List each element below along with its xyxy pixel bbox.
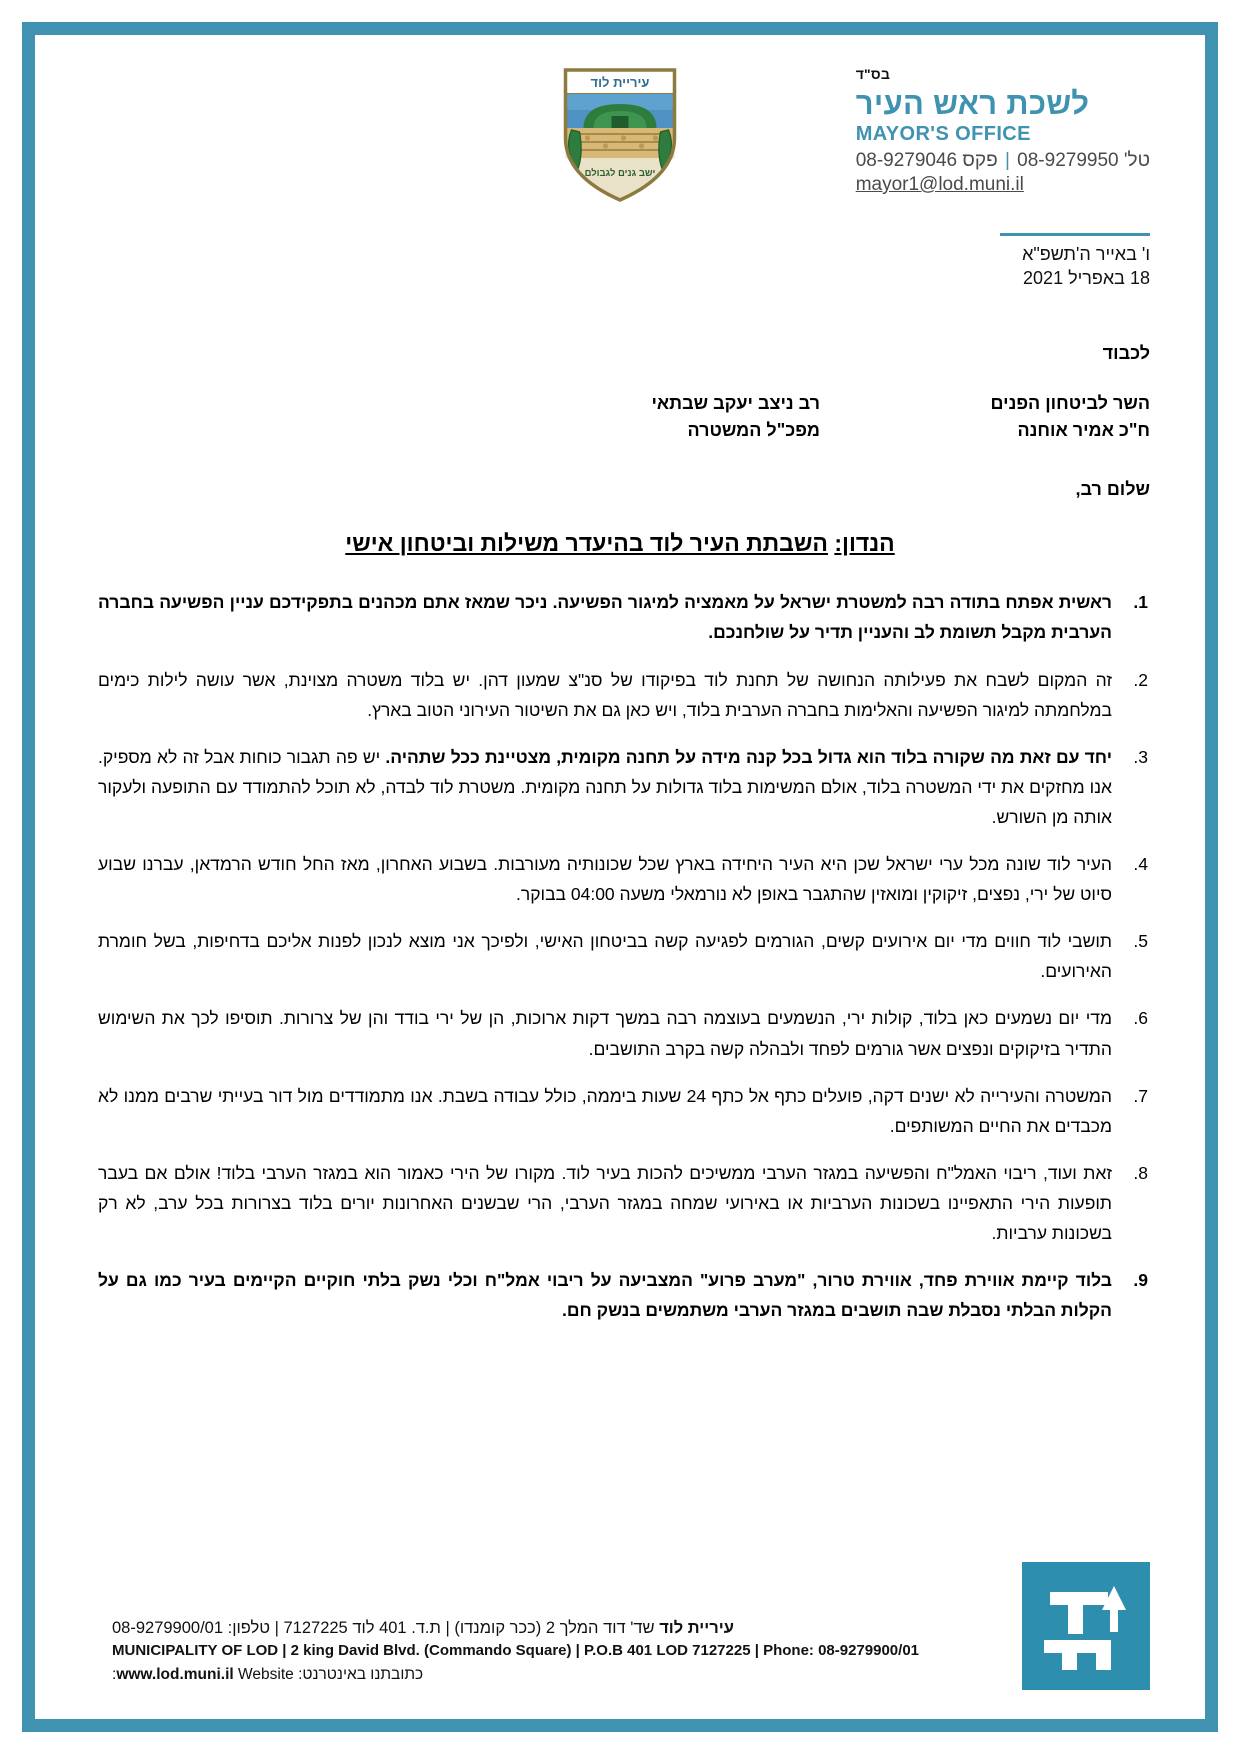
paragraph-2: זה המקום לשבח את פעילותה הנחושה של תחנת לוד בפיקודו של סנ"צ שמעון דהן. יש בלוד משטרה מצוינת, אשר עושה לילות כימים במלחמתה למיגור הפשיעה והאלימות בחברה הערבית בלוד, ויש כאן גם את השיטור העירוני הטוב בארץ. — [98, 669, 1112, 720]
bsd-label: בס"ד — [855, 66, 891, 82]
date-gregorian: 18 באפריל 2021 — [1023, 268, 1150, 289]
lod-municipality-emblem-icon — [558, 64, 683, 204]
letter-body-list — [90, 587, 1150, 1325]
footer-website-label-en: Website: — [112, 1665, 294, 1683]
footer-address-hebrew — [112, 1616, 1022, 1641]
subject-prefix: הנדון: — [834, 530, 895, 557]
paragraph-3-rest: יש פה תגבור כוחות אבל זה לא מספיק. אנו מחזקים את ידי המשטרה בלוד, אולם המשימות בלוד גדולות על תחנה מקומית. משטרת לוד לבדה, לא תוכל להתמודד עם התופעה ולעקור אותה מן השורש. — [98, 746, 1112, 827]
lechvod-label: לכבוד — [1102, 342, 1150, 363]
paragraph-3-bold-lead: יחד עם זאת מה שקורה בלוד הוא גדול בכל קנה מידה על תחנה מקומית, מצטיינת ככל שתהיה. — [385, 746, 1112, 767]
footer-website-label-he: כתובתנו באינטרנט: — [298, 1665, 424, 1683]
date-rule-divider — [1000, 233, 1150, 236]
footer-text-block — [90, 1616, 1022, 1691]
letterhead-text-block — [856, 64, 1150, 196]
date-hebrew: ו' באייר ה'תשפ"א — [1022, 244, 1150, 264]
subject-text: השבתת העיר לוד בהיעדר משילות וביטחון אישי — [345, 530, 828, 557]
office-title-english: MAYOR'S OFFICE — [855, 122, 1031, 145]
paragraph-7: המשטרה והעירייה לא ישנים דקה, פועלים כתף אל כתף 24 שעות ביממה, כולל עבודה בשבת. אנו מתמודדים מול דור בעייתי שרבים ממנו לא מכבדים את החיים המשותפים. — [98, 1085, 1112, 1136]
footer-website-url[interactable]: www.lod.muni.il — [116, 1665, 234, 1683]
letter-footer — [90, 1562, 1150, 1690]
paragraph-4: העיר לוד שונה מכל ערי ישראל שכן היא העיר היחידה בארץ שכל שכונותיה מעורבות. בשבוע האחרון, מאז החל חודש הרמדאן, עברנו שבוע סיוט של ירי, נפצים, זיקוקין ומואזין שהתגבר באופן לא נורמאלי משעה 04:00 בבוקר. — [98, 854, 1112, 905]
lod-city-logo — [1022, 1562, 1150, 1690]
letter-content-area — [46, 46, 1194, 1708]
addressee-police-chief — [490, 390, 820, 446]
letterhead-email[interactable]: mayor1@lod.muni.il — [855, 173, 1024, 195]
fax-label: פקס — [962, 149, 998, 171]
emblem-container — [558, 64, 683, 209]
paragraph-1: ראשית אפתח בתודה רבה למשטרת ישראל על מאמציה למיגור הפשיעה. ניכר שמאז אתם מכהנים בתפקידכם עניין הפשיעה בחברה הערבית מקבל תשומת לב והעניין תדיר על שולחנכם. — [98, 592, 1112, 643]
footer-address-english: MUNICIPALITY OF LOD | 2 king David Blvd. (Commando Square) | P.O.B 401 LOD 7127225 | Phone: 08-9279900/01 — [112, 1642, 919, 1660]
phone-fax-separator: | — [1004, 149, 1010, 171]
phone-label: טל' — [1123, 149, 1150, 171]
lod-city-logo-icon — [1022, 1562, 1150, 1690]
paragraph-8: זאת ועוד, ריבוי האמל"ח והפשיעה במגזר הערבי ממשיכים להכות בעיר לוד. מקורו של הירי כאמור הוא במגזר הערבי בלוד! אולם אם בעבר תופעות הירי התאפיינו בשכונות הערביות או באירועי שמחה במגזר הערבי, הרי שבשנים האחרונות יורים בלוד בצרורות בכל ערב, לא רק בשכונות ערביות. — [98, 1162, 1112, 1243]
svg-text:עיריית לוד: עיריית לוד — [590, 75, 650, 90]
addressee-minister — [820, 390, 1150, 446]
addressee-minister-name: ח"כ אמיר אוחנה — [1017, 420, 1150, 441]
footer-address-detail: שד' דוד המלך 2 (ככר קומנדו) | ת.ד. 401 לוד 7127225 | טלפון: 08-9279900/01 — [112, 1618, 655, 1637]
paragraph-3 — [98, 742, 1116, 832]
greeting-line: שלום רב, — [1075, 479, 1150, 500]
paragraph-9: בלוד קיימת אווירת פחד, אווירת טרור, "מערב פרוע" המצביעה על ריבוי אמל"ח וכלי נשק בלתי חוקיים הקיימים בעיר כמו גם על הקלות הבלתי נסבלת שבה תושבים במגזר הערבי משתמשים בנשק חם. — [98, 1270, 1112, 1321]
office-title-hebrew: לשכת ראש העיר — [855, 86, 1090, 122]
paragraph-6: מדי יום נשמעים כאן בלוד, קולות ירי, הנשמעים בעוצמה רבה במשך דקות ארוכות, הן של ירי בודד והן של צרורות. תוסיפו לכך את השימוש התדיר בזיקוקים ונפצים אשר גורמים לפחד ולבהלה קשה בקרב התושבים. — [98, 1008, 1112, 1059]
letterhead-phone-line — [856, 149, 1150, 172]
letterhead — [90, 64, 1150, 219]
footer-website-line — [112, 1663, 1022, 1686]
footer-city-name: עיריית לוד — [659, 1618, 734, 1637]
paragraph-5: תושבי לוד חווים מדי יום אירועים קשים, הגורמים לפגיעה קשה בביטחון האישי, ולפיכך אני מוצא לנכון לפנות אליכם בדחיפות, בשל חומרת האירועים. — [98, 931, 1112, 982]
svg-text:ישב גנים לגבולם: ישב גנים לגבולם — [584, 168, 656, 179]
subject-line — [90, 530, 1150, 557]
fax-number: 08-9279046 — [855, 149, 958, 171]
addressee-police-chief-title: מפכ"ל המשטרה — [687, 420, 820, 441]
phone-number: 08-9279950 — [1017, 149, 1119, 171]
addressee-minister-title: השר לביטחון הפנים — [990, 392, 1150, 413]
date-block — [985, 233, 1150, 291]
addressee-police-chief-name: רב ניצב יעקב שבתאי — [651, 392, 820, 413]
addressee-block — [90, 390, 1150, 446]
letter-sheet — [46, 46, 1194, 1708]
